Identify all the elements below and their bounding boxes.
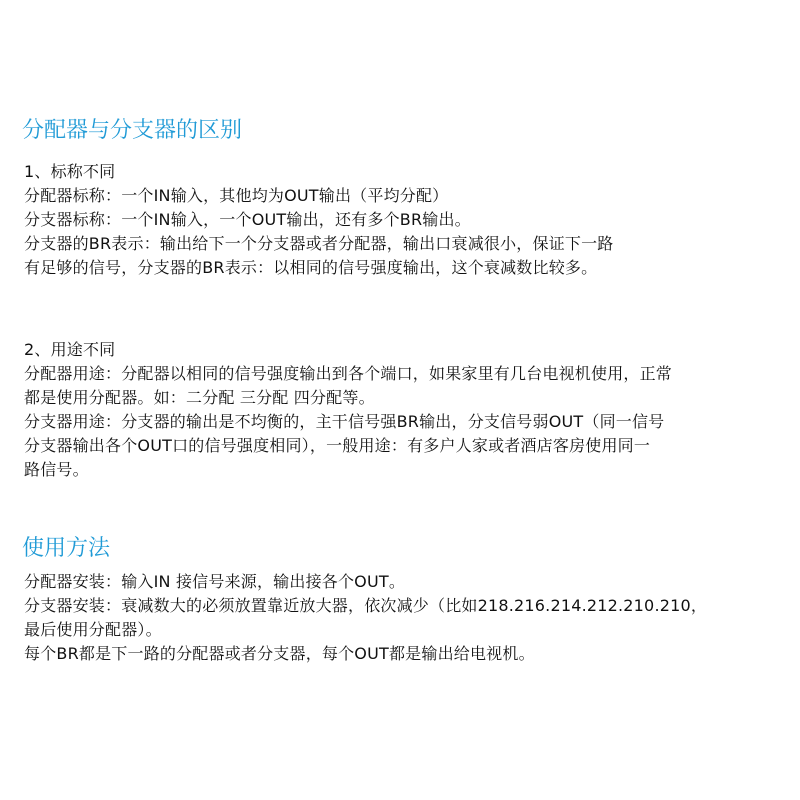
tap-install-line-2: 最后使用分配器）。: [24, 620, 162, 639]
usage-difference-block: [24, 338, 784, 482]
splitter-usage-line-1: 分配器用途：分配器以相同的信号强度输出到各个端口，如果家里有几台电视机使用，正常: [24, 364, 673, 383]
nominal-difference-block: [24, 160, 784, 280]
splitter-install-text: 分配器安装：输入IN 接信号来源，输出接各个OUT。: [24, 572, 406, 591]
tap-br-description-line-2: 有足够的信号，分支器的BR表示：以相同的信号强度输出，这个衰减数比较多。: [24, 258, 598, 277]
tap-nominal-text: 分支器标称：一个IN输入，一个OUT输出，还有多个BR输出。: [24, 210, 471, 229]
tap-usage-line-2: 分支器输出各个OUT口的信号强度相同），一般用途：有多户人家或者酒店客房使用同一: [24, 436, 651, 455]
br-out-summary-text: 每个BR都是下一路的分配器或者分支器，每个OUT都是输出给电视机。: [24, 644, 535, 663]
tap-usage-line-1: 分支器用途：分支器的输出是不均衡的，主干信号强BR输出，分支信号弱OUT（同一信号: [24, 412, 665, 431]
splitter-usage-line-2: 都是使用分配器。如：二分配 三分配 四分配等。: [24, 388, 375, 407]
nominal-difference-heading: 1、标称不同: [24, 162, 116, 181]
splitter-nominal-text: 分配器标称：一个IN输入，其他均为OUT输出（平均分配）: [24, 186, 449, 205]
section-title-difference: 分配器与分支器的区别: [22, 118, 243, 143]
tap-br-description-line-1: 分支器的BR表示：输出给下一个分支器或者分配器，输出口衰减很小，保证下一路: [24, 234, 614, 253]
section-title-usage-method: 使用方法: [22, 536, 111, 561]
usage-difference-heading: 2、用途不同: [24, 340, 116, 359]
installation-block: [24, 570, 784, 666]
tap-usage-line-3: 路信号。: [24, 460, 89, 479]
tap-install-line-1: 分支器安装：衰减数大的必须放置靠近放大器，依次减少（比如218.216.214.212.210.210，: [24, 596, 708, 615]
